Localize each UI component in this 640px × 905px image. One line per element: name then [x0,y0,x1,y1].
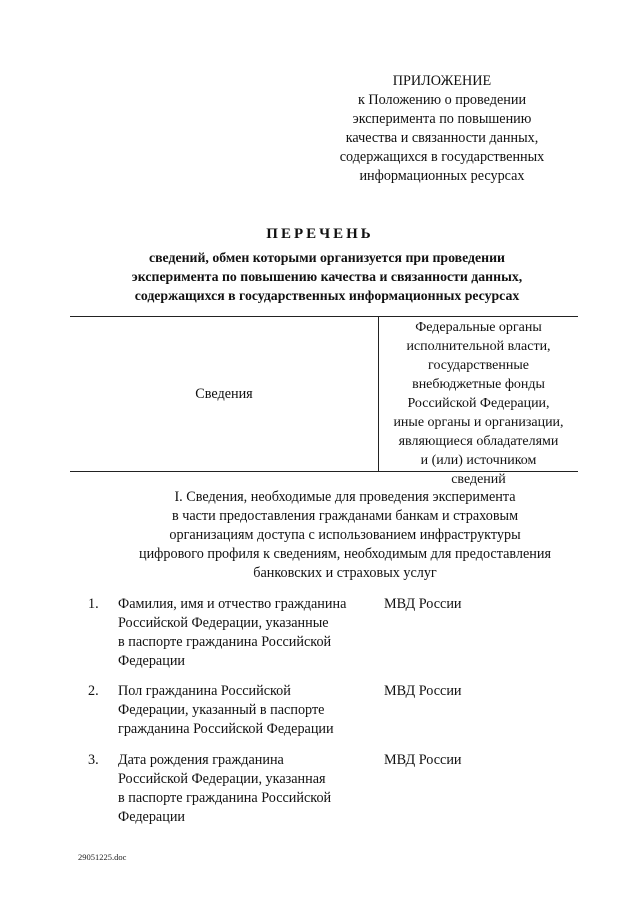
appendix-line: информационных ресурсах [359,168,525,184]
subtitle-line: содержащихся в государственных информационных ресурсах [134,288,520,303]
section-line: в части предоставления гражданами банкам и страховым [171,508,519,524]
header-col-info [70,317,378,471]
row-number: 2. [88,683,99,699]
header-col-org-line: исполнительной власти, [406,339,551,354]
header-col-org-line: Федеральные органы [415,320,542,335]
row-info-line: Российской Федерации, указанная [118,771,326,787]
row-info [118,682,378,739]
header-col-org-line: иные органы и организации, [393,415,564,430]
header-col-org-line: и (или) источником [420,453,537,468]
appendix-line: содержащихся в государственных [339,149,545,165]
row-info [118,751,378,827]
document-code: 29051225.doc [78,852,127,862]
row-info-line: Дата рождения гражданина [118,752,284,768]
header-col-org-line: сведений [451,472,506,487]
appendix-line: ПРИЛОЖЕНИЕ [392,73,492,89]
row-info-line: Российской Федерации, указанные [118,615,329,631]
list-title: ПЕРЕЧЕНЬ [266,226,374,242]
appendix-line: качества и связанности данных, [345,130,539,146]
row-number: 1. [88,596,99,612]
row-info-line: Федерации [118,809,186,825]
appendix-line: эксперимента по повышению [352,111,532,127]
row-info-line: Пол гражданина Российской [118,683,291,699]
header-col-org-line: государственные [428,358,529,373]
header-col-org [379,318,578,489]
section-line: банковских и страховых услуг [253,565,437,581]
row-info [118,595,378,671]
list-subtitle [88,248,566,305]
row-info-line: в паспорте гражданина Российской [118,634,332,650]
row-info-line: гражданина Российской Федерации [118,721,334,737]
section-line: цифрового профиля к сведениям, необходимым для предоставления [139,546,551,562]
header-col-info-label: Сведения [195,385,253,402]
row-org: МВД России [384,752,462,768]
appendix-block [318,72,566,186]
row-info-line: Федерации [118,653,186,669]
row-info-line: Федерации, указанный в паспорте [118,702,325,718]
row-org: МВД России [384,683,462,699]
row-org: МВД России [384,596,462,612]
row-number: 3. [88,752,99,768]
subtitle-line: эксперимента по повышению качества и связанности данных, [131,269,523,284]
header-col-org-line: Российской Федерации, [407,396,550,411]
row-info-line: Фамилия, имя и отчество гражданина [118,596,347,612]
header-col-org-line: являющиеся обладателями [398,434,559,449]
row-info-line: в паспорте гражданина Российской [118,790,332,806]
subtitle-line: сведений, обмен которыми организуется при проведении [148,250,506,265]
table-header [70,316,578,487]
section-line: организациям доступа с использованием инфраструктуры [169,527,521,543]
section-line: I. Сведения, необходимые для проведения эксперимента [174,489,516,505]
header-col-org-line: внебюджетные фонды [412,377,545,392]
appendix-line: к Положению о проведении [357,92,527,108]
section-heading [110,488,580,583]
